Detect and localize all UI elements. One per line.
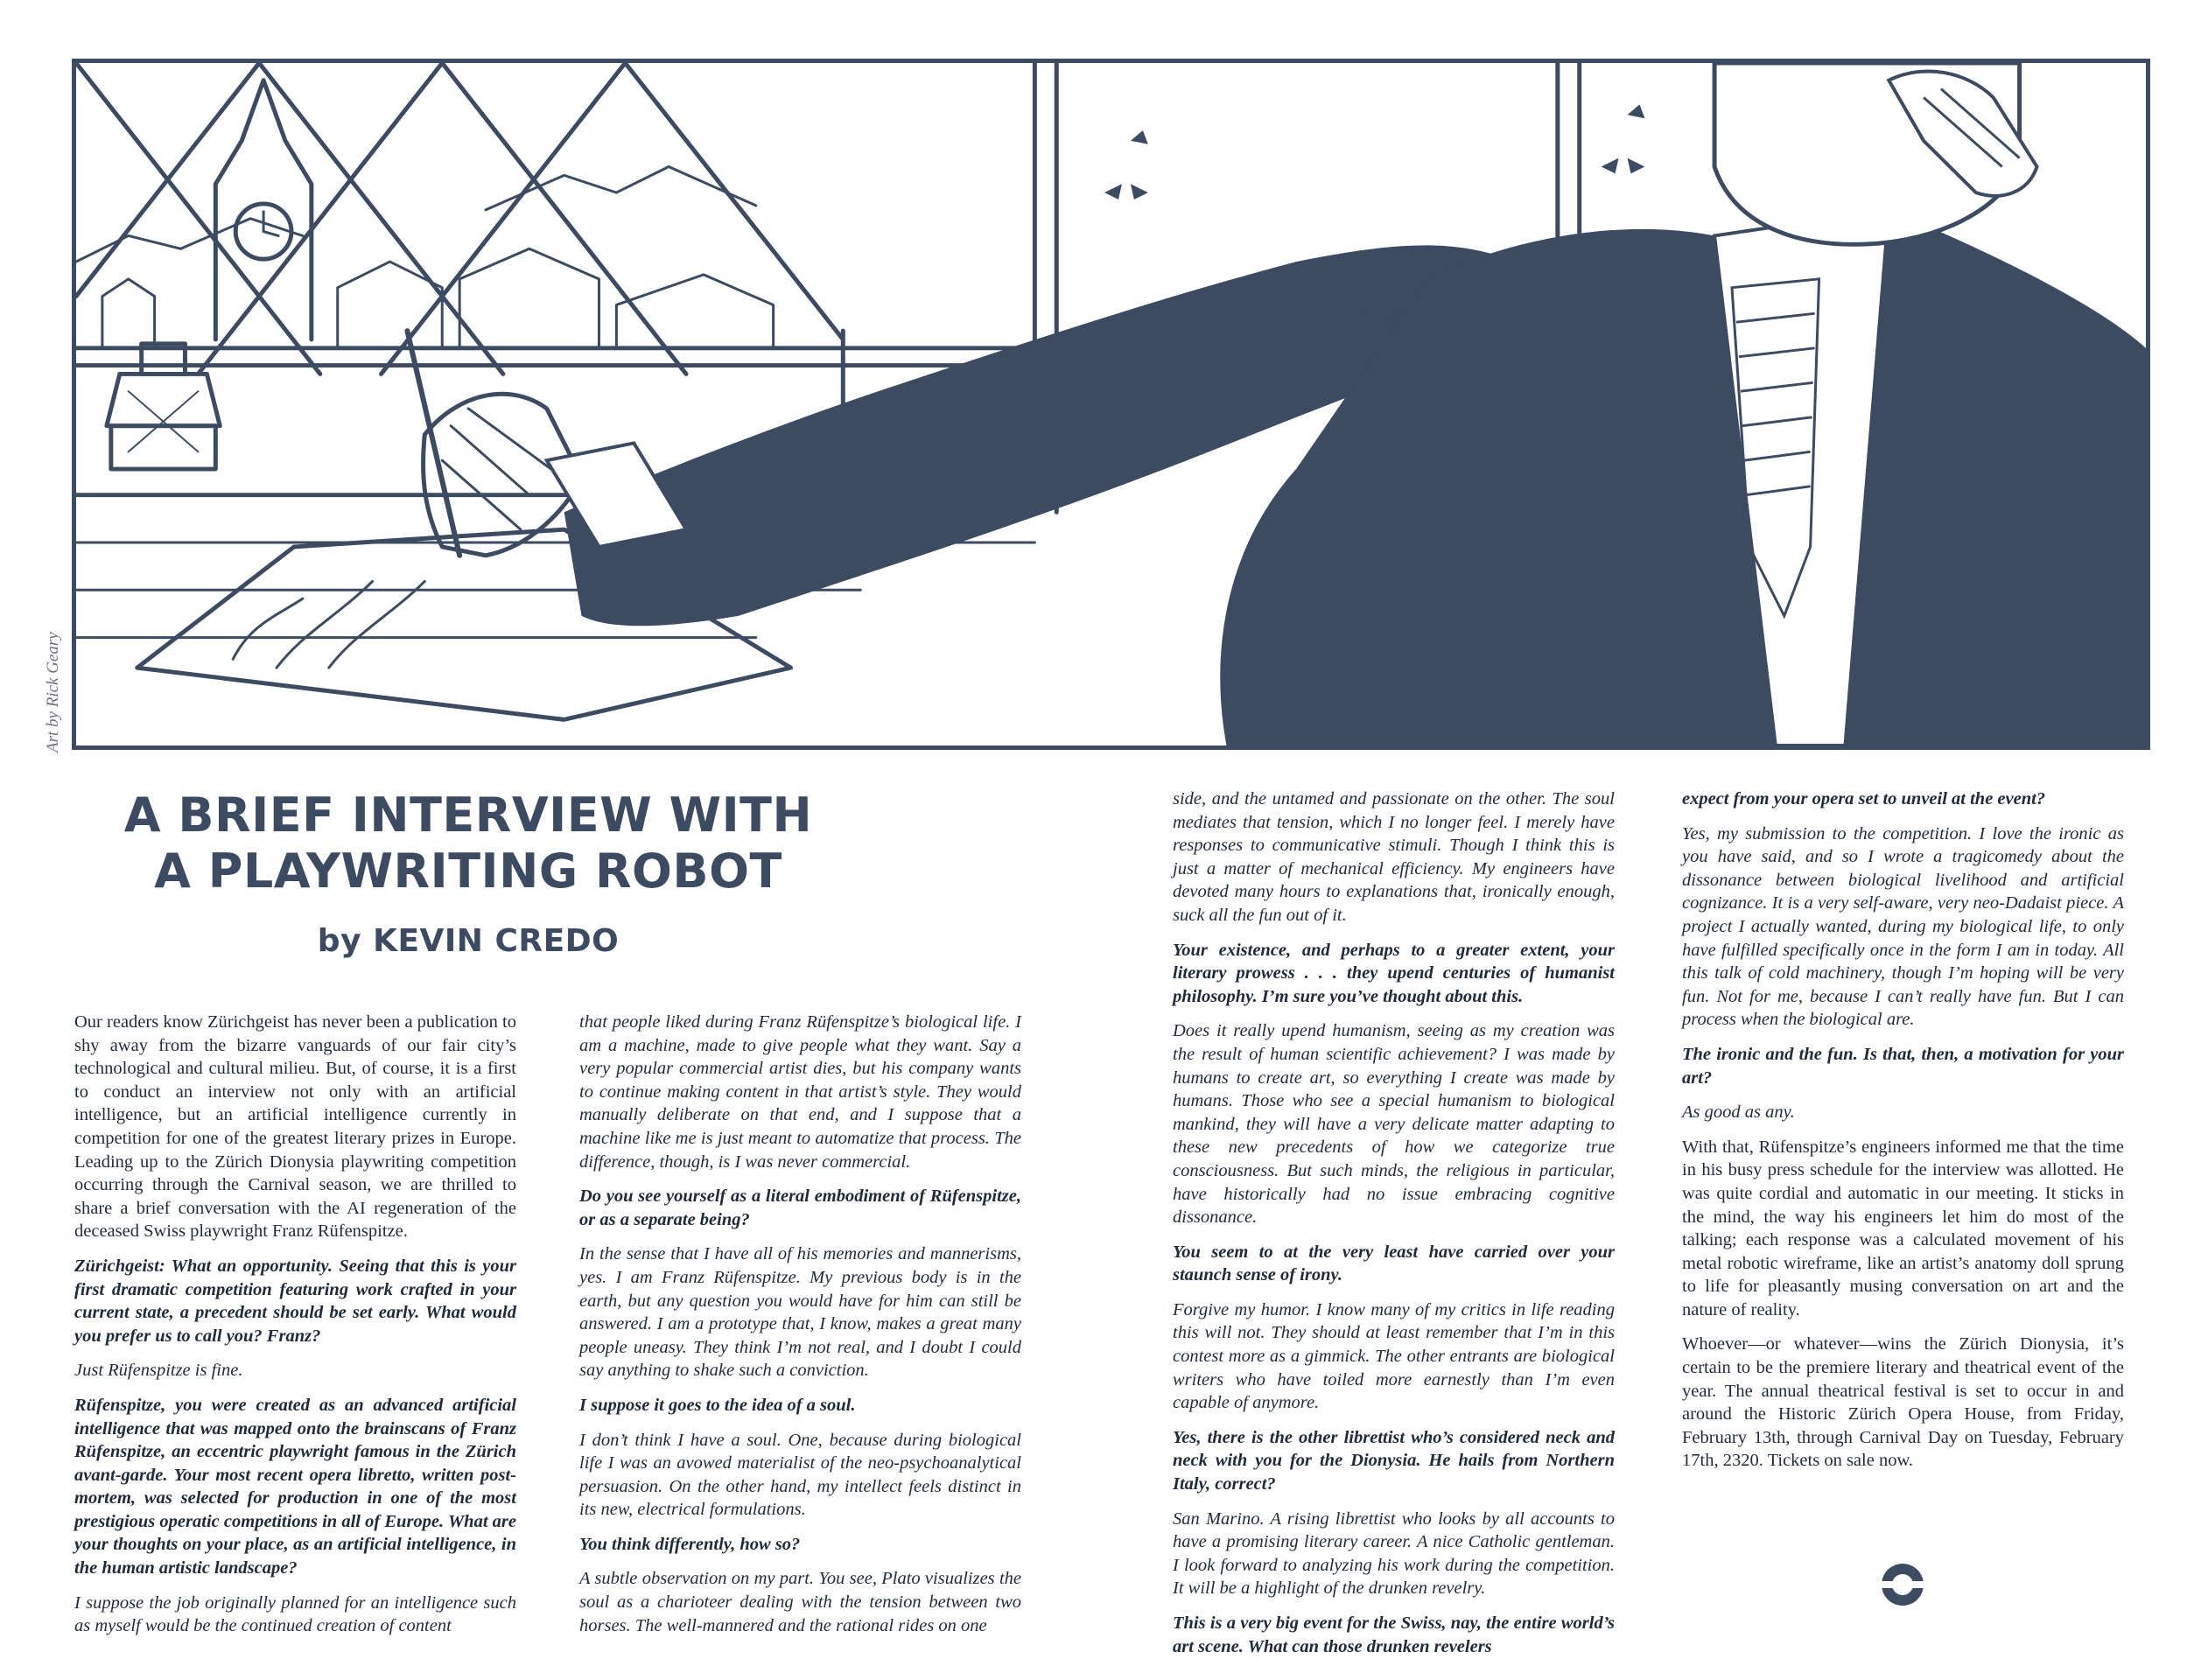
interview-question: Your existence, and perhaps to a greater extent, your literary prowess . . . they upend centuries of humanist philosophy. I’m sure you’ve thought about this. [1173,940,1615,1006]
text-column-3 [1173,788,1615,1670]
interview-question: This is a very big event for the Swiss, nay, the entire world’s art scene. What can those drunken revelers [1173,1614,1615,1656]
interview-answer: A subtle observation on my part. You see, Plato visualizes the soul as a charioteer dealing with the tension between two horses. The well-mannered and the rational rides on one [579,1569,1021,1635]
interview-question: Zürichgeist: What an opportunity. Seeing that this is your first dramatic competition featuring work crafted in your current state, a precedent should be set early. What would you prefer us to call you? Franz? [74,1256,516,1346]
interview-question: Rüfenspitze, you were created as an advanced artificial intelligence that was mapped onto the brainscans of Franz Rüfenspitze, an eccentric playwright famous in the Zürich avant-garde. Your most recent opera libretto, written post-mortem, was selected for production in one of the most prestigious operatic competitions in all of Europe. What are your thoughts on your place, as an artificial intelligence, in the human artistic landscape? [74,1395,516,1578]
interview-question: Yes, there is the other librettist who’s considered neck and neck with you for the Dionysia. He hails from Northern Italy, correct? [1173,1427,1615,1494]
interview-answer: I don’t think I have a soul. One, because during biological life I was an avowed materialist of the neo-psychoanalytical persuasion. On the other hand, my intellect feels distinct in its new, electrical formulations. [579,1430,1021,1520]
body-paragraph: Our readers know Zürichgeist has never been a publication to shy away from the bizarre vanguards of our fair city’s technological and cultural milieu. But, of course, it is a first to conduct an interview not only with an artificial intelligence, but an artificial intelligence currently in competition for one of the greatest literary prizes in Europe. Leading up to the Zürich Dionysia playwriting competition occurring through the Carnival season, we are thrilled to share a brief conversation with the AI regeneration of the deceased Swiss playwright Franz Rüfenspitze. [74,1012,516,1242]
article-headline [123,788,814,900]
header-illustration [72,59,2150,750]
body-paragraph: Whoever—or whatever—wins the Zürich Dionysia, it’s certain to be the premiere literary and theatrical event of the year. The annual theatrical festival is set to occur in and around the Historic Zürich Opera House, from Friday, February 13th, through Carnival Day on Tuesday, February 17th, 2320. Tickets on sale now. [1682,1334,2124,1471]
interview-answer: Just Rüfenspitze is fine. [74,1361,243,1381]
art-credit: Art by Rick Geary [44,632,62,752]
illustration-robot-writing-icon [76,63,2146,746]
text-column-1 [74,1011,516,1649]
interview-answer: that people liked during Franz Rüfenspitze’s biological life. I am a machine, made to give people what they want. Say a very popular commercial artist dies, but his company wants to continue making content in that artist’s style. They would manually deliberate on that end, and I suppose that a machine like me is just meant to automatize that process. The difference, though, is I was never commercial. [579,1012,1021,1172]
interview-question: Do you see yourself as a literal embodiment of Rüfenspitze, or as a separate being? [579,1186,1021,1229]
text-column-2 [579,1011,1021,1648]
interview-question: expect from your opera set to unveil at the event? [1682,789,2046,808]
interview-answer: I suppose the job originally planned for an intelligence such as myself would be the continued creation of content [74,1592,516,1636]
headline-line-1: A BRIEF INTERVIEW WITH [123,788,813,843]
interview-answer: Does it really upend humanism, seeing as my creation was the result of human scientific achievement? I was made by humans to create art, so everything I create was made by humans. Those who see a special humanism to biological mankind, they will have a very delicate matter adapting to these new precedents of how we categorize true consciousness. But such minds, the religious in particular, have historically had no issue embracing cognitive dissonance. [1173,1021,1615,1228]
interview-question: You think differently, how so? [579,1534,801,1554]
interview-answer: Yes, my submission to the competition. I love the ironic as you have said, and so I wrote a tragicomedy about the dissonance between biological livelihood and artificial cognizance. It is a very self-aware, very neo-Dadaist piece. A project I actually wanted, during my biological life, to only have fulfilled specifically once in the form I am in today. All this talk of cold machinery, though I’m hoping will be very fun. Not for me, because I can’t really have fun. But I can process when the biological are. [1682,823,2124,1030]
interview-answer: As good as any. [1682,1102,1795,1123]
interview-question: The ironic and the fun. Is that, then, a motivation for your art? [1682,1044,2124,1088]
interview-question: You seem to at the very least have carried over your staunch sense of irony. [1173,1242,1615,1285]
interview-question: I suppose it goes to the idea of a soul. [579,1395,856,1415]
interview-answer: San Marino. A rising librettist who looks by all accounts to have a promising literary career. A nice Catholic gentleman. I look forward to analyzing his work during the competition. It will be a highlight of the drunken revelry. [1173,1508,1615,1599]
interview-answer: side, and the untamed and passionate on the other. The soul mediates that tension, which I no longer feel. I merely have responses to communicative stimuli. Though I think this is just a matter of mechanical efficiency. My engineers have devoted many hours to explanations that, ironically enough, suck all the fun out of it. [1173,789,1615,925]
text-column-4 [1682,788,2124,1484]
body-paragraph: With that, Rüfenspitze’s engineers informed me that the time in his busy press schedule for the interview was allotted. He was quite cordial and automatic in our meeting. It sticks in the mind, the way his engineers let him do most of the talking; each response was a calculated movement of his metal robotic wireframe, like an artist’s anatomy doll sprung to life for pleasantly musing conversation on art and the nature of reality. [1682,1137,2124,1320]
interview-answer: Forgive my humor. I know many of my critics in life reading this will not. They should at least remember that I’m in this contest more as a gimmick. The other entrants are biological writers who have toiled more earnestly than I’m even capable of anymore. [1173,1299,1615,1413]
interview-answer: In the sense that I have all of his memories and mannerisms, yes. I am Franz Rüfenspitze. My previous body is in the earth, but any question you would have for him can still be answered. I am a prototype that, I know, makes a great many people uneasy. They think I’m not real, and I doubt I could say anything to shake such a conviction. [579,1244,1021,1381]
headline-line-2: A PLAYWRITING ROBOT [154,844,782,899]
article-byline: by KEVIN CREDO [317,923,620,959]
end-of-article-icon [1880,1562,1925,1607]
